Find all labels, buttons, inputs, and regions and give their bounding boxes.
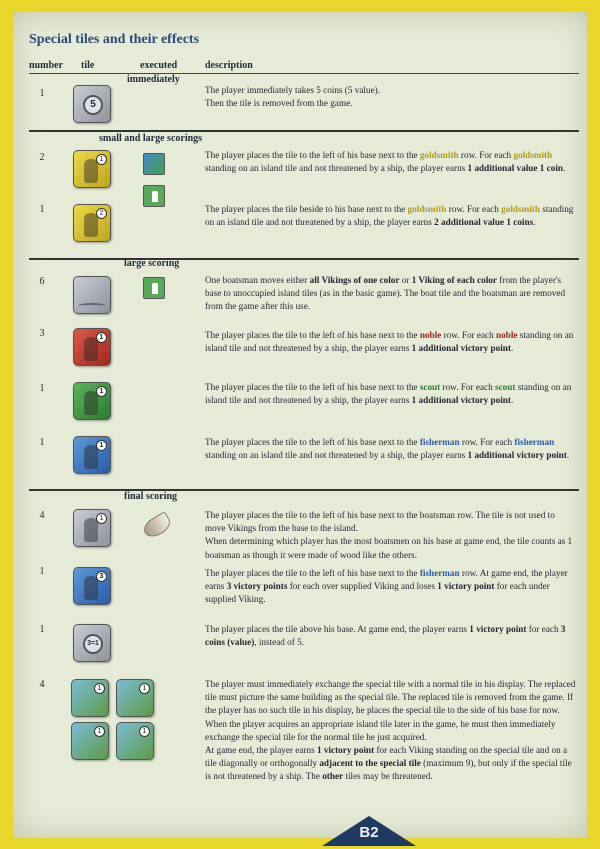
value-badge: 2 [96, 208, 107, 219]
desc-text: for each under supplied Viking. [205, 581, 550, 605]
desc-text: row. For each [448, 204, 499, 214]
row-number: 1 [39, 383, 45, 394]
desc-text: . [563, 163, 566, 174]
boat-icon [78, 303, 106, 309]
value-badge: 1 [96, 513, 107, 524]
desc-text: standing on an island tile and not threatened by a ship, the player earns [205, 204, 574, 228]
desc-text: row. For each [442, 382, 493, 392]
coin-value: 3=1 [83, 634, 103, 654]
desc-text: . [510, 395, 514, 406]
scoring-marker-icon [143, 277, 165, 299]
value-badge: 1 [139, 683, 150, 694]
coin-tile-icon [73, 85, 111, 123]
desc-text: The player places the tile beside to his base next to the [205, 204, 406, 214]
section-small-large: small and large scorings [99, 133, 203, 144]
section-divider [29, 489, 579, 491]
desc-text: for each [528, 624, 559, 634]
row-number: 2 [39, 152, 45, 163]
noble-keyword: noble [496, 330, 518, 340]
desc-text: . [510, 343, 514, 354]
value-badge: 1 [94, 726, 105, 737]
island-tile-icon [116, 679, 154, 717]
desc-bold: 1 victory point [437, 581, 495, 592]
desc-bold: 1 Viking of each color [411, 275, 497, 285]
desc-text: At game end, the player earns [205, 745, 315, 756]
row-number: 6 [39, 276, 45, 287]
desc-bold: 3 victory points [226, 581, 288, 592]
desc-text: , instead of 5. [254, 637, 305, 648]
header-number: number [29, 60, 63, 71]
value-badge: 1 [139, 726, 150, 737]
desc-text: standing on an island tile and not threatened by a ship, the player earns [205, 382, 572, 406]
page-title: Special tiles and their effects [29, 32, 200, 47]
desc-text: tiles may be threatened. [345, 771, 433, 782]
fisherman-keyword: fisherman [419, 437, 460, 447]
value-badge: 1 [94, 683, 105, 694]
desc-line [205, 744, 577, 784]
viking-figure-icon [84, 445, 98, 469]
desc-text: for each over supplied Viking and loses [289, 581, 435, 592]
row-description [205, 381, 577, 407]
row-description [205, 436, 577, 462]
viking-figure-icon [84, 213, 98, 237]
goldsmith-keyword: goldsmith [501, 204, 540, 214]
desc-bold: 1 victory point [317, 745, 375, 756]
desc-bold: 2 additional value 1 coins [434, 217, 534, 228]
fisherman-tile-icon [73, 567, 111, 605]
desc-text: row. For each [443, 330, 494, 340]
fisherman-keyword: fisherman [514, 437, 555, 447]
row-number: 4 [39, 679, 45, 690]
desc-text: . [533, 217, 536, 228]
viking-figure-icon [84, 518, 98, 542]
row-description [205, 84, 577, 110]
desc-text: The player places the tile to the left of his base next to the [205, 437, 418, 447]
viking-figure-icon [84, 337, 98, 361]
island-tile-icon [71, 679, 109, 717]
goldsmith-keyword: goldsmith [419, 150, 459, 160]
scout-tile-icon [73, 382, 111, 420]
desc-text: for each Viking standing on the special tile and on a tile diagonally or orthogonally [205, 745, 568, 769]
desc-bold: 1 additional victory point [467, 450, 567, 461]
viking-figure-icon [84, 391, 98, 415]
scoring-marker-icon [143, 153, 165, 175]
desc-text: row. For each [461, 437, 513, 447]
page-number-badge [322, 810, 416, 846]
row-description [205, 678, 577, 784]
header-executed: executed [140, 60, 178, 71]
desc-line: The player places the tile to the left of his base next to the boatsman row. The tile is not used to move Vikings from the base to the island. [205, 510, 555, 534]
row-number: 1 [39, 88, 45, 99]
desc-text: The player places the tile to the left of his base next to the [205, 330, 418, 340]
section-divider [29, 130, 579, 132]
header-divider [29, 73, 579, 74]
section-final: final scoring [124, 491, 178, 502]
desc-text: (maximum 9), but only if the special tile is not threatened by a ship. The [205, 758, 572, 782]
noble-tile-icon [73, 328, 111, 366]
row-description [205, 203, 577, 229]
desc-bold: all Vikings of one color [309, 275, 400, 285]
row-number: 1 [39, 624, 45, 635]
horn-icon [140, 511, 173, 541]
desc-line: The player must immediately exchange the special tile with a normal tile in his display. The replaced tile must picture the same building as the special tile. The replaced tile is removed from the game. If the player has no such tile in his display, he places the special tile to the side of his base for now. When the player acquires an appropriate island tile later in the game, he must then immediately exchange the special tile for the normal tile he just acquired. [205, 679, 576, 742]
island-tile-icon [116, 722, 154, 760]
row-description [205, 623, 577, 649]
row-description [205, 274, 577, 314]
viking-figure-icon [84, 576, 98, 600]
row-description [205, 329, 577, 355]
value-badge: 3 [96, 571, 107, 582]
goldsmith-keyword: goldsmith [513, 150, 553, 160]
desc-text: One boatsman moves either [205, 275, 308, 285]
coin-exchange-tile-icon [73, 624, 111, 662]
goldsmith-keyword: goldsmith [407, 204, 447, 214]
desc-line: The player immediately takes 5 coins (5 value). [205, 85, 381, 95]
rules-page [13, 12, 587, 838]
desc-text: standing on an island tile and not threatened by a ship, the player earns [205, 163, 466, 174]
section-divider [29, 258, 579, 260]
desc-bold: 1 additional victory point [411, 395, 511, 406]
desc-text: The player places the tile to the left of his base next to the [205, 568, 418, 578]
desc-bold: 1 victory point [469, 624, 527, 634]
desc-text: . [566, 450, 570, 461]
section-immediately: immediately [127, 74, 180, 85]
row-number: 1 [39, 566, 45, 577]
header-description: description [205, 60, 253, 71]
scout-keyword: scout [495, 382, 516, 392]
desc-text: from the player's base to unoccupied island tiles (as in the basic game). The boat tile and the boatsman are removed from the game after this use. [205, 275, 566, 312]
value-badge: 1 [96, 154, 107, 165]
desc-text: The player places the tile to the left of his base next to the [205, 382, 418, 392]
row-description [205, 509, 577, 562]
desc-text: The player places the tile to the left of his base next to the [205, 150, 418, 160]
coin-value: 5 [83, 95, 103, 115]
desc-text: standing on an island tile and not threatened by a ship, the player earns [205, 450, 466, 461]
fisherman-keyword: fisherman [419, 568, 460, 578]
value-badge: 1 [96, 332, 107, 343]
header-tile: tile [81, 60, 95, 71]
desc-text: standing on an island tile and not threatened by a ship, the player earns [205, 330, 574, 354]
row-number: 4 [39, 510, 45, 521]
fisherman-tile-icon [73, 436, 111, 474]
island-tile-icon [71, 722, 109, 760]
noble-keyword: noble [419, 330, 442, 340]
viking-figure-icon [84, 159, 98, 183]
row-number: 1 [39, 204, 45, 215]
desc-bold: 3 coins (value) [205, 624, 566, 648]
desc-bold: adjacent to the special tile [319, 758, 421, 769]
desc-bold: 1 additional victory point [411, 343, 511, 354]
desc-line: Then the tile is removed from the game. [205, 98, 353, 109]
row-number: 3 [39, 328, 45, 339]
boatsman-tile-icon [73, 509, 111, 547]
row-description [205, 567, 577, 607]
value-badge: 1 [96, 386, 107, 397]
desc-text: The player places the tile above his base. At game end, the player earns [205, 624, 467, 634]
row-description [205, 149, 577, 175]
desc-text: or [401, 275, 410, 285]
desc-line: When determining which player has the most boatsmen on his base at game end, the tile counts as 1 boatsman as though it were made of wood like the others. [205, 536, 573, 560]
value-badge: 1 [96, 440, 107, 451]
desc-text: row. At game end, the player earns [205, 568, 568, 592]
desc-bold: other [322, 771, 344, 782]
scout-keyword: scout [419, 382, 441, 392]
section-large: large scoring [124, 258, 180, 269]
page-label: B2 [359, 824, 379, 841]
row-number: 1 [39, 437, 45, 448]
goldsmith-tile-icon [73, 150, 111, 188]
scoring-marker-icon [143, 185, 165, 207]
desc-text: row. For each [460, 150, 512, 160]
goldsmith-tile-icon [73, 204, 111, 242]
boat-tile-icon [73, 276, 111, 314]
desc-bold: 1 additional value 1 coin [467, 163, 564, 174]
